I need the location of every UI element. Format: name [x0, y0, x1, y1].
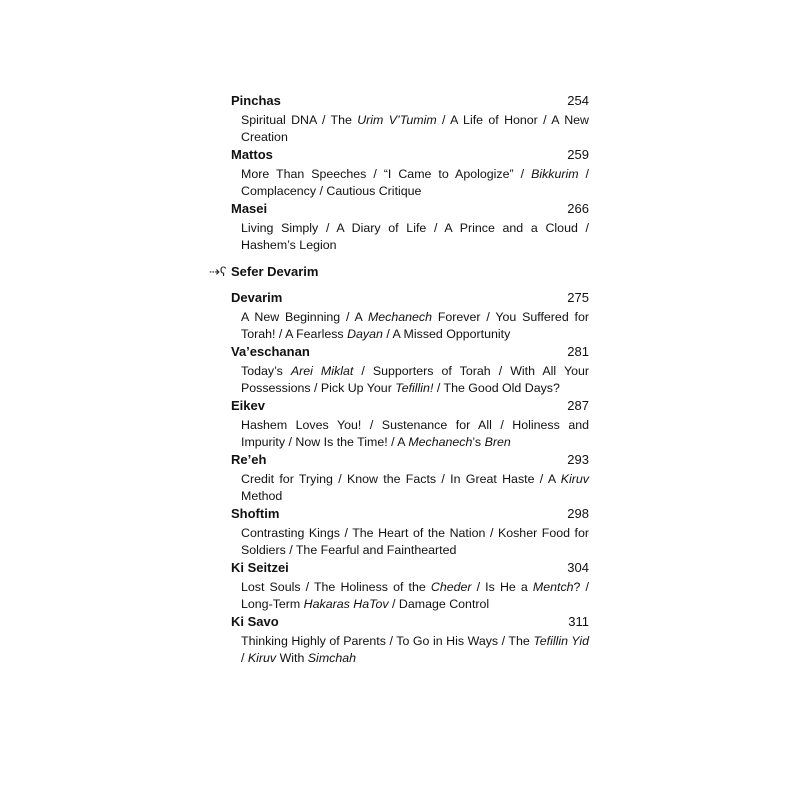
toc-entry: [231, 505, 589, 559]
toc-entry-description: [241, 471, 589, 505]
italic-term: Bren: [484, 435, 511, 449]
italic-term: Tefillin Yid: [533, 634, 589, 648]
toc-entries-after: [231, 289, 589, 667]
toc-entry-header: [231, 505, 589, 522]
description-text: Thinking Highly of Parents / To Go in His Ways / The: [241, 634, 534, 648]
toc-entry-description: [241, 633, 589, 667]
toc-entry-title: Masei: [231, 201, 268, 216]
toc-entry-header: [231, 613, 589, 630]
description-text: ? / Long-Term: [241, 580, 589, 611]
italic-term: Mechanech: [367, 310, 432, 324]
toc-entry-description: [241, 363, 589, 397]
toc-entry-description: [241, 417, 589, 451]
toc-entry-header: [231, 343, 589, 360]
toc-entry-page-number: 254: [567, 93, 589, 108]
description-text: Living Simply / A Diary of Life / A Prince and a Cloud / Hashem’s Legion: [241, 221, 589, 252]
toc-entry: [231, 200, 589, 254]
toc-entry-title: Ki Seitzei: [231, 560, 289, 575]
description-text: Spiritual DNA / The: [241, 113, 358, 127]
toc-entry: [231, 92, 589, 146]
italic-term: Mentch: [532, 580, 574, 594]
italic-term: Hakaras HaTov: [303, 597, 389, 611]
toc-entry: [231, 613, 589, 667]
toc-entry-title: Mattos: [231, 147, 273, 162]
toc-entry-description: [241, 309, 589, 343]
table-of-contents: [209, 92, 590, 667]
italic-term: Tefillin!: [395, 381, 434, 395]
toc-entry-title: Re’eh: [231, 452, 267, 467]
toc-entry: [231, 343, 589, 397]
toc-entry-header: [231, 146, 589, 163]
italic-term: Dayan: [347, 327, 383, 341]
toc-entry-description: [241, 220, 589, 254]
description-text: With: [276, 651, 308, 665]
description-text: More Than Speeches / “I Came to Apologize” /: [241, 167, 532, 181]
description-text: ’s: [472, 435, 485, 449]
italic-term: Simchah: [307, 651, 357, 665]
toc-entry-title: Ki Savo: [231, 614, 279, 629]
toc-entry-page-number: 266: [567, 201, 589, 216]
description-text: / Complacency / Cautious Critique: [241, 167, 590, 198]
toc-entry-description: [241, 579, 589, 613]
toc-entry-title: Pinchas: [231, 93, 281, 108]
section-ornament-icon: ⇢ʕ: [209, 264, 227, 279]
toc-entry-header: [231, 397, 589, 414]
italic-term: Arei Miklat: [290, 364, 354, 378]
toc-entry: [231, 397, 589, 451]
italic-term: Kiruv: [560, 472, 589, 486]
toc-entry: [231, 451, 589, 505]
description-text: / Supporters of Torah / With All Your Possessions / Pick Up Your: [241, 364, 589, 395]
toc-entry-page-number: 304: [567, 560, 589, 575]
description-text: A New Beginning / A: [241, 310, 368, 324]
description-text: / A Missed Opportunity: [382, 327, 511, 341]
description-text: Hashem Loves You! / Sustenance for All / Holiness and Impurity / Now Is the Time! / A: [241, 418, 589, 449]
toc-entry-page-number: 259: [567, 147, 589, 162]
description-text: Contrasting Kings / The Heart of the Nation / Kosher Food for Soldiers / The Fearful and Fainthearted: [241, 526, 589, 557]
section-heading: [209, 263, 589, 280]
italic-term: Kiruv: [247, 651, 277, 665]
description-text: / Damage Control: [388, 597, 490, 611]
description-text: Credit for Trying / Know the Facts / In Great Haste / A: [241, 472, 561, 486]
toc-entry-header: [231, 289, 589, 306]
toc-entry-description: [241, 525, 589, 559]
italic-term: Mechanech: [408, 435, 473, 449]
toc-entry-page-number: 287: [567, 398, 589, 413]
toc-entry-title: Devarim: [231, 290, 283, 305]
description-text: /: [241, 651, 248, 665]
description-text: / The Good Old Days?: [433, 381, 560, 395]
section-title: Sefer Devarim: [231, 264, 319, 279]
toc-entry-page-number: 311: [568, 614, 589, 629]
toc-entry-page-number: 293: [567, 452, 589, 467]
description-text: / Is He a: [471, 580, 533, 594]
toc-entry-title: Eikev: [231, 398, 265, 413]
toc-entry-title: Va’eschanan: [231, 344, 310, 359]
description-text: Lost Souls / The Holiness of the: [241, 580, 431, 594]
toc-entry: [231, 146, 589, 200]
toc-entry-header: [231, 200, 589, 217]
description-text: Method: [241, 489, 283, 503]
toc-entry-page-number: 298: [567, 506, 589, 521]
toc-entry-header: [231, 92, 589, 109]
toc-entry: [231, 289, 589, 343]
description-text: / A Life of Honor / A New Creation: [241, 113, 589, 144]
toc-entry-title: Shoftim: [231, 506, 280, 521]
italic-term: Urim V’Tumim: [357, 113, 437, 127]
toc-entry-description: [241, 166, 589, 200]
description-text: Forever / You Suffered for Torah! / A Fearless: [241, 310, 589, 341]
toc-entry-header: [231, 451, 589, 468]
toc-entry-page-number: 281: [567, 344, 589, 359]
italic-term: Cheder: [430, 580, 472, 594]
toc-entry-header: [231, 559, 589, 576]
toc-entry: [231, 559, 589, 613]
toc-entry-description: [241, 112, 589, 146]
toc-entries-before: [231, 92, 589, 254]
description-text: Today’s: [241, 364, 291, 378]
toc-entry-page-number: 275: [567, 290, 589, 305]
italic-term: Bikkurim: [531, 167, 579, 181]
